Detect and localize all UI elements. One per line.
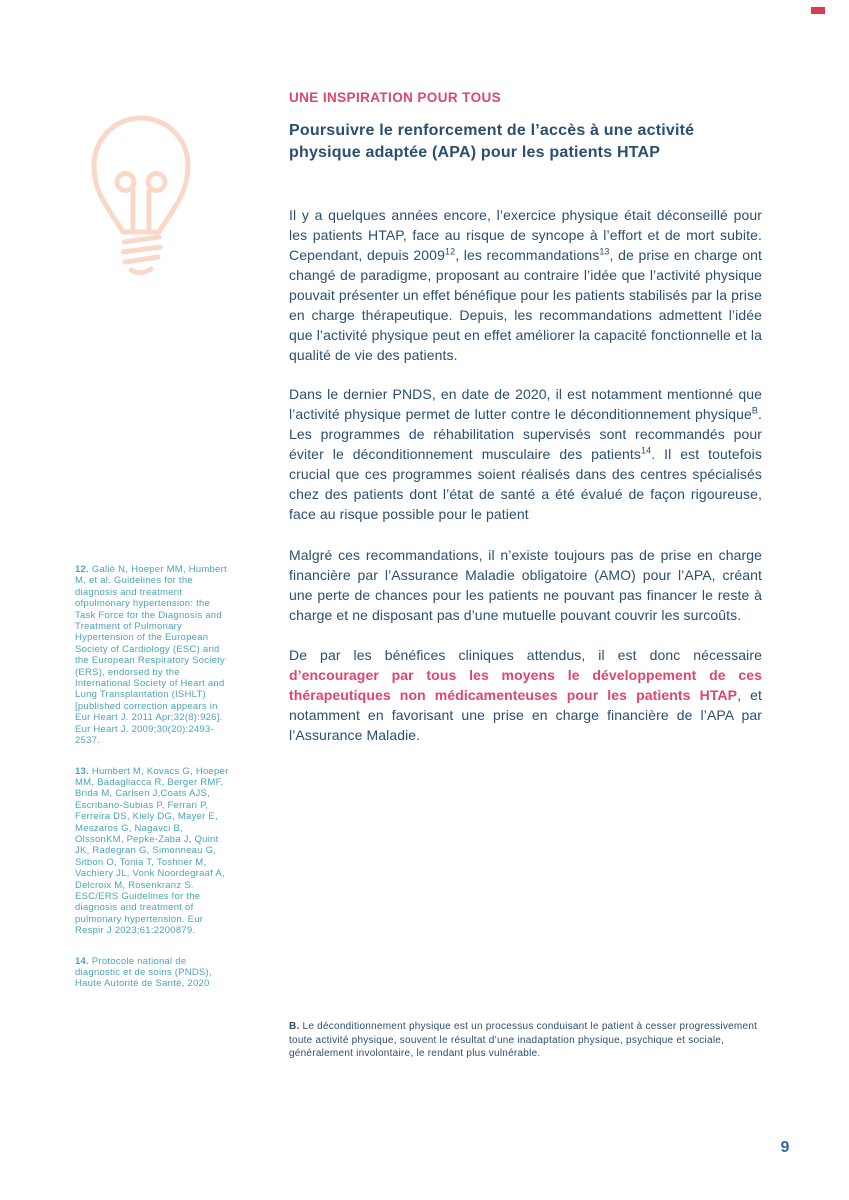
paragraph-4-text: De par les bénéfices cliniques attendus, il est donc nécessaire <box>289 647 762 663</box>
footnote-13-text: Humbert M, Kovacs G, Hoeper MM, Badagliacca R, Berger RMF, Brida M, Carlsen J,Coats AJS, Escribano-Subias P, Ferrari P, Ferreira DS, Kiely DG, Mayer E, Meszaros G, Nagavci B, OlssonKM, Pepke-Zaba J, Quint JK, Radegran G, Simonneau G, Sitbon O, Tonia T, Toshner M, Vachiery JL, Vonk Noordegraaf A, Delcroix M, Rosenkranz S. ESC/ERS Guidelines for the diagnosis and treatment of pulmonary hypertension. Eur Respir J 2023;61:2200879. <box>75 765 229 937</box>
sidebar-footnotes <box>75 564 229 1009</box>
paragraph-1: Il y a quelques années encore, l’exercice physique était déconseillé pour les patients HTAP, face au risque de syncope à l’effort et de mort subite. Cependant, depuis 2009$^{12}$, les recommandations$^{13}$, de prise en charge ont changé de paradigme, proposant au contraire l’idée que l’activité physique pouvait présenter un effet bénéfique pour les patients stabilisés par la prise en charge thérapeutique. Depuis, les recommandations admettent l’idée que l’activité physique peut en effet améliorer la capacité fonctionnelle et la qualité de vie des patients. <box>289 207 762 363</box>
footnote-14-number: 14. <box>75 955 89 967</box>
page-title: Poursuivre le renforcement de l’accès à une activité physique adaptée (APA) pour les patients HTAP <box>289 122 695 161</box>
paragraph-4: De par les bénéfices cliniques attendus, il est donc nécessaire d’encourager par tous les moyens le développement de ces thérapeutiques non médicamenteuses pour les patients HTAP, et notamment en favorisant une prise en charge financière de l’APA par l’Assurance Maladie. <box>289 647 763 743</box>
page-number: 9 <box>780 1139 790 1156</box>
footnote-12-number: 12. <box>75 564 89 575</box>
footnote-13 <box>75 766 229 937</box>
footnote-ref-B: B <box>751 405 758 416</box>
paragraph-2: Dans le dernier PNDS, en date de 2020, il est notamment mentionné que l’activité physique permet de lutter contre le déconditionnement physique$^B$. Les programmes de réhabilitation supervisés sont recommandés pour éviter le déconditionnement musculaire des patients$^{14}$. Il est toutefois crucial que ces programmes soient réalisés dans des centres spécialisés chez des patients dont l’état de santé a été évalué de façon rigoureuse, face au risque possible pour le patient <box>289 386 762 522</box>
section-eyebrow: UNE INSPIRATION POUR TOUS <box>289 90 502 105</box>
paragraph-1-text: Il y a quelques années encore, l’exercice physique était déconseillé pour les patients HTAP, face au risque de syncope à l’effort et de mort subite. Cependant, depuis 2009 <box>289 207 762 263</box>
paragraph-4-highlight: d’encourager par tous les moyens le développement de ces thérapeutiques non médicamenteuses pour les patients HTAP <box>289 667 762 703</box>
footnote-13-number: 13. <box>75 765 89 777</box>
footnote-14 <box>75 956 229 990</box>
footnote-B-label: B. <box>289 1021 300 1032</box>
paragraph-2-text: Dans le dernier PNDS, en date de 2020, il est notamment mentionné que l’activité physique permet de lutter contre le déconditionnement physique <box>289 386 762 422</box>
footnote-14-text: Protocole national de diagnostic et de soins (PNDS), Haute Autorité de Santé, 2020 <box>75 955 212 990</box>
footnote-B <box>289 1020 773 1061</box>
footnote-ref-13: 13 <box>599 246 610 257</box>
footnote-12 <box>75 564 229 747</box>
footnote-B-text: Le déconditionnement physique est un processus conduisant le patient à cesser progressivement toute activité physique, souvent le résultat d’une inadaptation physique, psychique et sociale, généralement involontaire, le rendant plus vulnérable. <box>289 1021 758 1059</box>
corner-accent-mark <box>811 7 825 14</box>
paragraph-3: Malgré ces recommandations, il n’existe toujours pas de prise en charge financière par l’Assurance Maladie obligatoire (AMO) pour l’APA, créant une perte de chances pour les patients ne pouvant pas financer le reste à charge et ne disposant pas d’une mutuelle pouvant couvrir les surcoûts. <box>289 547 762 623</box>
footnote-ref-14: 14 <box>640 445 652 456</box>
lightbulb-icon <box>79 111 203 275</box>
footnote-12-text: Galiè N, Hoeper MM, Humbert M, et al. Guidelines for the diagnosis and treatment ofpulmonary hypertension: the Task Force for the Diagnosis and Treatment of Pulmonary Hypertension of the European Society of Cardiology (ESC) and the European Respiratory Society (ERS), endorsed by the International Society of Heart and Lung Transplantation (ISHLT) [published correction appears in Eur Heart J. 2011 Apr;32(8):926]. Eur Heart J. 2009;30(20):2493-2537. <box>75 564 227 747</box>
footnote-ref-12: 12 <box>444 246 456 257</box>
